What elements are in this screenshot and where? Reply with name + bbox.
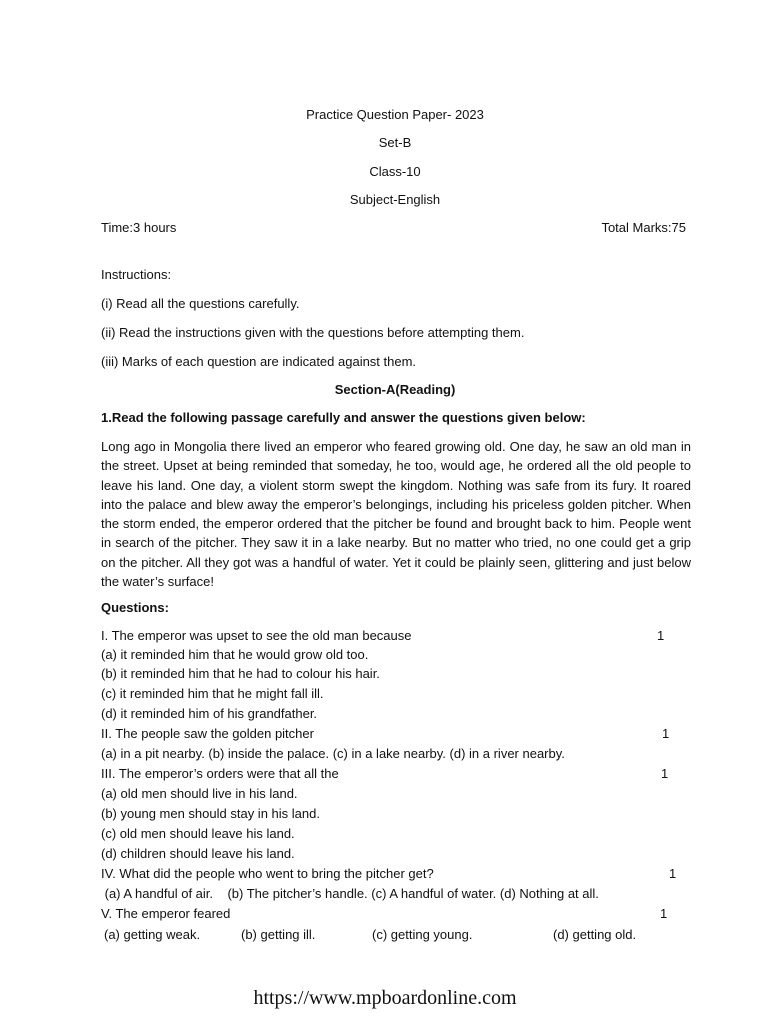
question-stem: III. The emperor’s orders were that all the	[101, 766, 339, 781]
question-marks: 1	[661, 766, 669, 781]
instruction-item: (iii) Marks of each question are indicated against them.	[101, 354, 417, 369]
question-option: (b) it reminded him that he had to colour his hair.	[101, 666, 380, 681]
footer-url[interactable]: https://www.mpboardonline.com	[253, 987, 517, 1009]
question-stem: IV. What did the people who went to bring the pitcher get?	[101, 866, 434, 881]
question-option: (a) in a pit nearby. (b) inside the palace. (c) in a lake nearby. (d) in a river nearby.	[101, 746, 565, 761]
question-option: (c) it reminded him that he might fall ill.	[101, 686, 324, 701]
question-marks: 1	[657, 628, 665, 643]
question-option: (d) it reminded him of his grandfather.	[101, 706, 318, 721]
question-option: (a) getting weak.	[104, 927, 201, 942]
paper-title: Practice Question Paper- 2023	[306, 107, 484, 122]
question-option: (a) it reminded him that he would grow old too.	[101, 647, 369, 662]
instruction-item: (i) Read all the questions carefully.	[101, 296, 300, 311]
question-option: (c) getting young.	[372, 927, 473, 942]
instruction-item: (ii) Read the instructions given with the questions before attempting them.	[101, 325, 525, 340]
question-option: (d) children should leave his land.	[101, 846, 295, 861]
question-marks: 1	[669, 866, 677, 881]
time-label: Time:3 hours	[101, 220, 177, 235]
question1-prompt: 1.Read the following passage carefully and answer the questions given below:	[101, 410, 586, 425]
class-label: Class-10	[369, 164, 421, 179]
question-marks: 1	[660, 906, 668, 921]
question-option: (b) young men should stay in his land.	[101, 806, 320, 821]
reading-passage: Long ago in Mongolia there lived an emperor who feared growing old. One day, he saw an old man in the street. Upset at being reminded that someday, he too, would age, he ordered all the old people to leave his land. One day, a violent storm swept the kingdom. Nothing was safe from its fury. It roared into the palace and blew away the emperor’s belongings, including his priceless golden pitcher. When the storm ended, the emperor ordered that the pitcher be found and brought back to him. People went in search of the pitcher. They saw it in a lake nearby. But no matter who tried, no one could get a grip on the pitcher. All they got was a handful of water. Yet it could be plainly seen, glittering and just below the water’s surface!	[101, 439, 691, 590]
total-marks-label: Total Marks:75	[601, 220, 686, 235]
question-option: (a) A handful of air. (b) The pitcher’s handle. (c) A handful of water. (d) Nothing at all.	[101, 886, 599, 901]
instructions-heading: Instructions:	[101, 267, 172, 282]
subject-label: Subject-English	[349, 192, 441, 207]
question-stem: II. The people saw the golden pitcher	[101, 726, 314, 741]
questions-heading: Questions:	[101, 600, 169, 615]
section-title: Section-A(Reading)	[334, 382, 456, 397]
question-option: (a) old men should live in his land.	[101, 786, 298, 801]
question-option: (c) old men should leave his land.	[101, 826, 295, 841]
question-stem: V. The emperor feared	[101, 906, 231, 921]
question-option: (d) getting old.	[553, 927, 637, 942]
set-label: Set-B	[378, 135, 412, 150]
question-stem: I. The emperor was upset to see the old man because	[101, 628, 412, 643]
question-option: (b) getting ill.	[241, 927, 316, 942]
question-marks: 1	[662, 726, 670, 741]
